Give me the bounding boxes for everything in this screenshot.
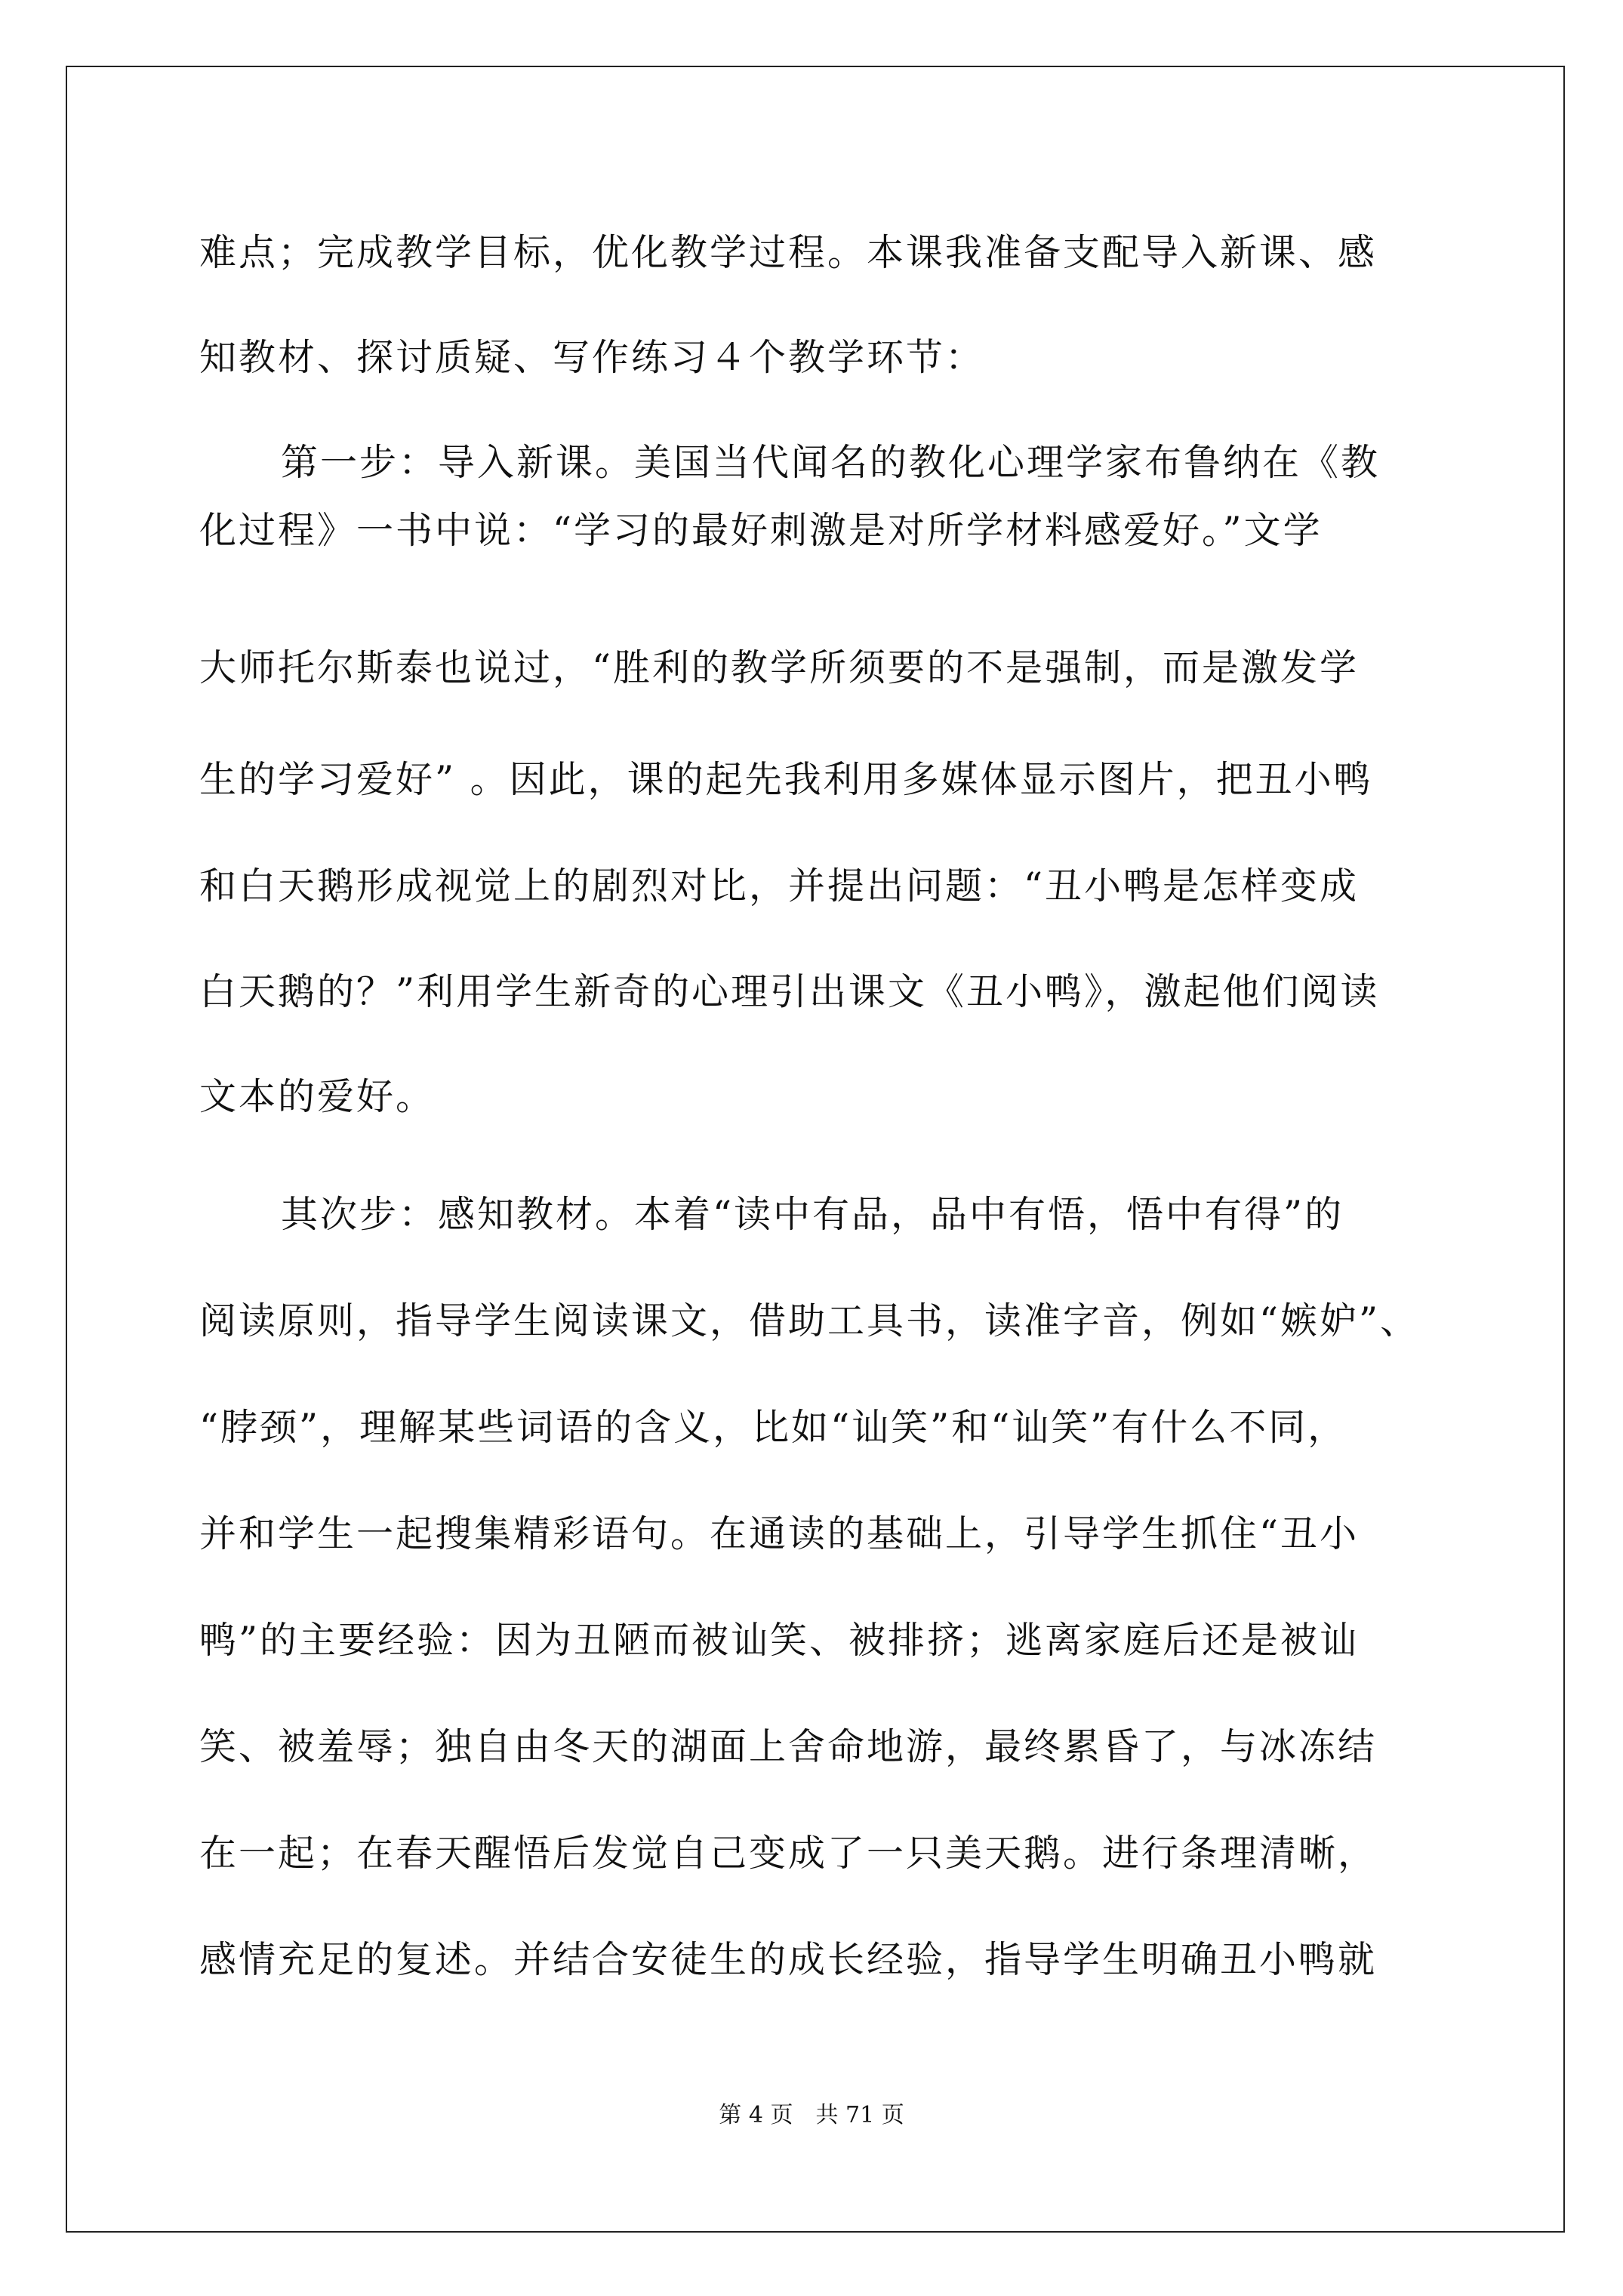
- paragraph-1-line-3: 大师托尔斯泰也说过，“胜利的教学所须要的不是强制，而是激发学: [199, 646, 1360, 689]
- paragraph-2-line-4: 并和学生一起搜集精彩语句。在通读的基础上，引导学生抓住“丑小: [199, 1512, 1360, 1555]
- paragraph-1-line-6: 白天鹅的？”利用学生新奇的心理引出课文《丑小鸭》，激起他们阅读: [199, 970, 1380, 1013]
- paragraph-2-line-1: 其次步：感知教材。本着“读中有品，品中有悟，悟中有得”的: [281, 1193, 1344, 1236]
- page-border: [66, 66, 1565, 2233]
- paragraph-2-line-5: 鸭”的主要经验：因为丑陋而被讪笑、被排挤；逃离家庭后还是被讪: [199, 1619, 1360, 1662]
- paragraph-2-line-7: 在一起；在春天醒悟后发觉自己变成了一只美天鹅。进行条理清晰，: [199, 1832, 1378, 1875]
- paragraph-1-line-1: 第一步：导入新课。美国当代闻名的教化心理学家布鲁纳在《教: [281, 441, 1381, 484]
- body-line-2: 知教材、探讨质疑、写作练习４个教学环节：: [199, 336, 985, 379]
- paragraph-1-line-2: 化过程》一书中说：“学习的最好刺激是对所学材料感爱好。”文学: [199, 509, 1323, 552]
- paragraph-1-line-4: 生的学习爱好” 。因此，课的起先我利用多媒体显示图片，把丑小鸭: [199, 758, 1373, 801]
- page-number-footer: 第 4 页 共 71 页: [719, 2102, 904, 2128]
- paragraph-2-line-2: 阅读原则，指导学生阅读课文，借助工具书，读准字音，例如“嫉妒”、: [199, 1299, 1420, 1342]
- paragraph-2-line-8: 感情充足的复述。并结合安徒生的成长经验，指导学生明确丑小鸭就: [199, 1938, 1378, 1981]
- paragraph-2-line-6: 笑、被羞辱；独自由冬天的湖面上舍命地游，最终累昏了，与冰冻结: [199, 1725, 1378, 1768]
- body-line-1: 难点；完成教学目标，优化教学过程。本课我准备支配导入新课、感: [199, 231, 1378, 274]
- paragraph-1-line-5: 和白天鹅形成视觉上的剧烈对比，并提出问题：“丑小鸭是怎样变成: [199, 864, 1360, 908]
- paragraph-1-line-7: 文本的爱好。: [199, 1075, 436, 1118]
- paragraph-2-line-3: “脖颈”，理解某些词语的含义，比如“讪笑”和“讪笑”有什么不同，: [199, 1406, 1347, 1449]
